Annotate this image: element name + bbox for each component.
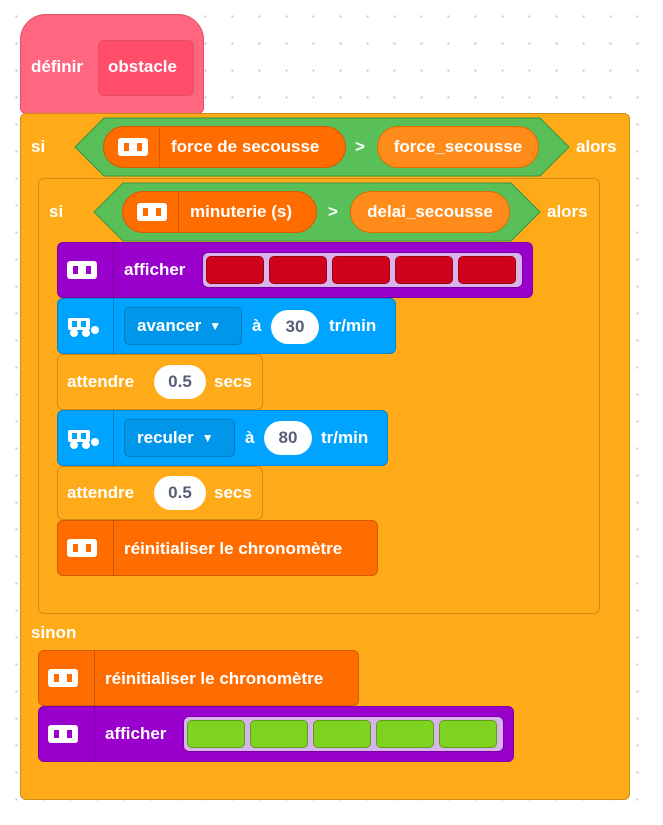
speed-input-forward[interactable]: 30 (271, 310, 319, 344)
hub-sensor-icon (118, 138, 148, 156)
display-label: afficher (124, 260, 186, 279)
sensor-reporter-shake[interactable] (103, 126, 346, 168)
else-label: sinon (31, 623, 77, 642)
define-name: obstacle (108, 57, 177, 76)
hub-sensor-icon (137, 203, 167, 221)
matrix-cell (250, 720, 308, 748)
sensor-reporter-label: minuterie (s) (190, 202, 293, 221)
hub-sensor-icon (48, 669, 78, 687)
direction-dropdown-backward[interactable] (124, 419, 235, 457)
sensor-reporter-timer[interactable] (122, 191, 317, 233)
display-label: afficher (105, 724, 167, 743)
variable-label: force_secousse (393, 137, 523, 156)
outer-if-label: si (31, 137, 46, 156)
inner-operator: > (328, 202, 338, 221)
matrix-cell (439, 720, 497, 748)
motor-pair-icon (66, 426, 100, 450)
light-matrix-icon (48, 725, 78, 743)
speed-input-backward[interactable]: 80 (264, 421, 312, 455)
outer-then-label: alors (576, 137, 617, 156)
matrix-cell (458, 256, 516, 284)
unit-label: tr/min (329, 316, 377, 335)
matrix-cell (395, 256, 453, 284)
wait-label: attendre (67, 372, 135, 391)
at-label: à (252, 316, 262, 335)
motor-pair-icon (66, 314, 100, 338)
inner-if-label: si (49, 202, 64, 221)
variable-force-secousse[interactable] (377, 126, 539, 168)
chevron-down-icon: ▼ (201, 431, 214, 445)
direction-dropdown-forward[interactable] (124, 307, 242, 345)
light-matrix-icon (67, 261, 97, 279)
seconds-label: secs (214, 483, 252, 502)
wait-label: attendre (67, 483, 135, 502)
matrix-cell (332, 256, 390, 284)
matrix-cell (313, 720, 371, 748)
wait-seconds-input[interactable]: 0.5 (154, 476, 206, 510)
direction-label: reculer (137, 428, 194, 447)
variable-delai-secousse[interactable] (350, 191, 510, 233)
inner-then-label: alors (547, 202, 588, 221)
wait-seconds-input[interactable]: 0.5 (154, 365, 206, 399)
unit-label: tr/min (321, 428, 369, 447)
at-label: à (245, 428, 255, 447)
matrix-cell (376, 720, 434, 748)
direction-label: avancer (137, 316, 202, 335)
variable-label: delai_secousse (367, 202, 493, 221)
define-keyword: définir (31, 57, 83, 76)
reset-timer-label: réinitialiser le chronomètre (124, 539, 343, 558)
chevron-down-icon: ▼ (209, 319, 222, 333)
matrix-cell (187, 720, 245, 748)
reset-timer-label: réinitialiser le chronomètre (105, 669, 324, 688)
matrix-cell (206, 256, 264, 284)
seconds-label: secs (214, 372, 252, 391)
sensor-reporter-label: force de secousse (171, 137, 320, 156)
hub-sensor-icon (67, 539, 97, 557)
outer-operator: > (355, 137, 365, 156)
matrix-cell (269, 256, 327, 284)
